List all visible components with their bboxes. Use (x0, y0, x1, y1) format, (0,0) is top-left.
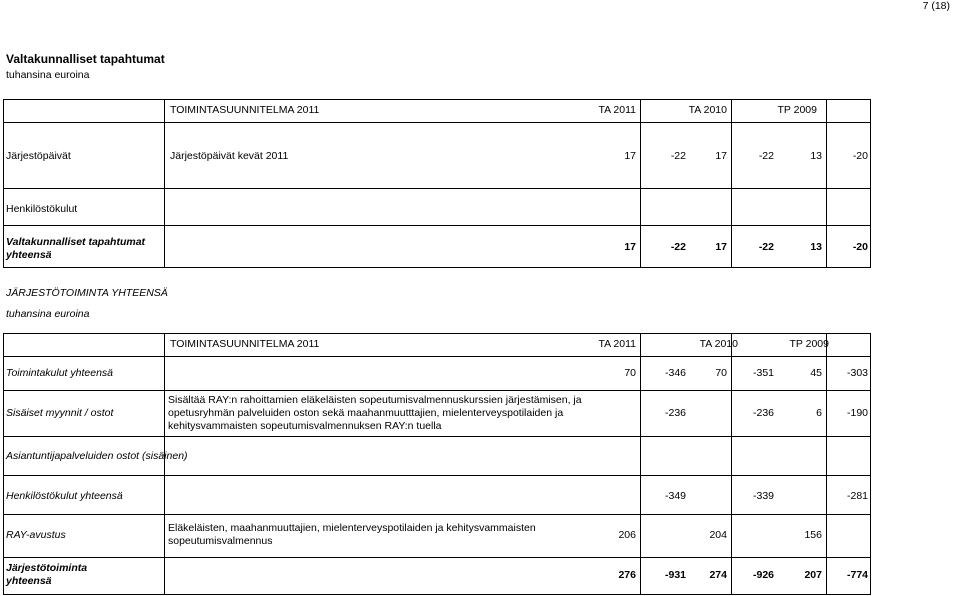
value-ta2011-b: -236 (664, 407, 686, 419)
header-ta2010: TA 2010 (688, 104, 727, 116)
header-plan: TOIMINTASUUNNITELMA 2011 (170, 104, 320, 116)
value-ta2010-b: -351 (752, 367, 774, 379)
row-label: Järjestöpäivät (6, 150, 71, 162)
value-ta2011-b: -346 (664, 367, 686, 379)
row-label: Asiantuntijapalveluiden ostot (sisäinen) (6, 450, 188, 462)
section1-title: Valtakunnalliset tapahtumat (6, 52, 165, 66)
header-tp2009: TP 2009 (789, 338, 829, 350)
row-desc-line: Eläkeläisten, maahanmuuttajien, mielenterveyspotilaiden ja kehitysvammaisten (168, 522, 536, 534)
total-tp2009-a: 207 (804, 569, 822, 581)
row-label: Sisäiset myynnit / ostot (6, 407, 114, 419)
value-ta2010-b: -22 (758, 150, 774, 162)
total-ta2011-b: -931 (664, 569, 686, 581)
header-ta2011: TA 2011 (598, 338, 636, 350)
value-tp2009-a: 13 (810, 150, 822, 162)
section2-title: JÄRJESTÖTOIMINTA YHTEENSÄ (6, 287, 168, 299)
total-ta2011-b: -22 (670, 241, 686, 253)
total-ta2011-a: 17 (624, 241, 636, 253)
total-ta2011-a: 276 (618, 569, 636, 581)
row-desc-line: sopeutumisvalmennus (168, 535, 273, 547)
value-tp2009-a: 6 (816, 407, 822, 419)
value-ta2011-a: 17 (624, 150, 636, 162)
row-desc-line: kehitysvammaisten sopeutumisvalmennuksen RAY:n tuella (168, 420, 442, 432)
total-ta2010-b: -926 (752, 569, 774, 581)
value-ta2010-b: -236 (752, 407, 774, 419)
value-tp2009-b: -281 (846, 490, 868, 502)
total-label: Valtakunnalliset tapahtumat (6, 236, 146, 248)
total-ta2010-a: 17 (715, 241, 727, 253)
page-number: 7 (18) (922, 0, 950, 12)
value-tp2009-a: 45 (810, 367, 822, 379)
header-ta2010: TA 2010 (699, 338, 738, 350)
value-tp2009-b: -20 (852, 150, 868, 162)
value-ta2011-b: -349 (664, 490, 686, 502)
header-plan: TOIMINTASUUNNITELMA 2011 (170, 338, 320, 350)
row-label: Henkilöstökulut (6, 203, 78, 215)
value-tp2009-b: -303 (846, 367, 868, 379)
row-desc-line: Sisältää RAY:n rahoittamien eläkeläisten sopeutumisvalmennuskurssien järjestämisen, ja (168, 394, 582, 406)
total-label-2: yhteensä (6, 249, 52, 261)
value-tp2009-a: 156 (804, 529, 822, 541)
total-tp2009-a: 13 (810, 241, 822, 253)
total-label: Järjestötoiminta (6, 562, 88, 574)
row-label: RAY-avustus (6, 529, 66, 541)
value-ta2010-b: -339 (752, 490, 774, 502)
row-label: Henkilöstökulut yhteensä (6, 490, 123, 502)
total-tp2009-b: -774 (846, 569, 868, 581)
header-ta2011: TA 2011 (598, 104, 636, 116)
value-ta2010-a: 70 (715, 367, 727, 379)
total-tp2009-b: -20 (852, 241, 868, 253)
row-desc-line: opetusryhmän palveluiden oston sekä maahanmuutttajien, mielenterveyspotilaiden ja (168, 407, 564, 419)
value-ta2010-a: 17 (715, 150, 727, 162)
value-ta2011-a: 70 (624, 367, 636, 379)
value-tp2009-b: -190 (846, 407, 868, 419)
value-ta2011-b: -22 (670, 150, 686, 162)
section2-unit: tuhansina euroina (6, 308, 90, 320)
total-label-2: yhteensä (6, 575, 52, 587)
value-ta2011-a: 206 (618, 529, 636, 541)
row-desc: Järjestöpäivät kevät 2011 (170, 150, 289, 162)
row-label: Toimintakulut yhteensä (6, 367, 114, 379)
total-ta2010-b: -22 (758, 241, 774, 253)
value-ta2010-a: 204 (709, 529, 727, 541)
total-ta2010-a: 274 (709, 569, 727, 581)
header-tp2009: TP 2009 (777, 104, 817, 116)
section1-unit: tuhansina euroina (6, 69, 90, 81)
